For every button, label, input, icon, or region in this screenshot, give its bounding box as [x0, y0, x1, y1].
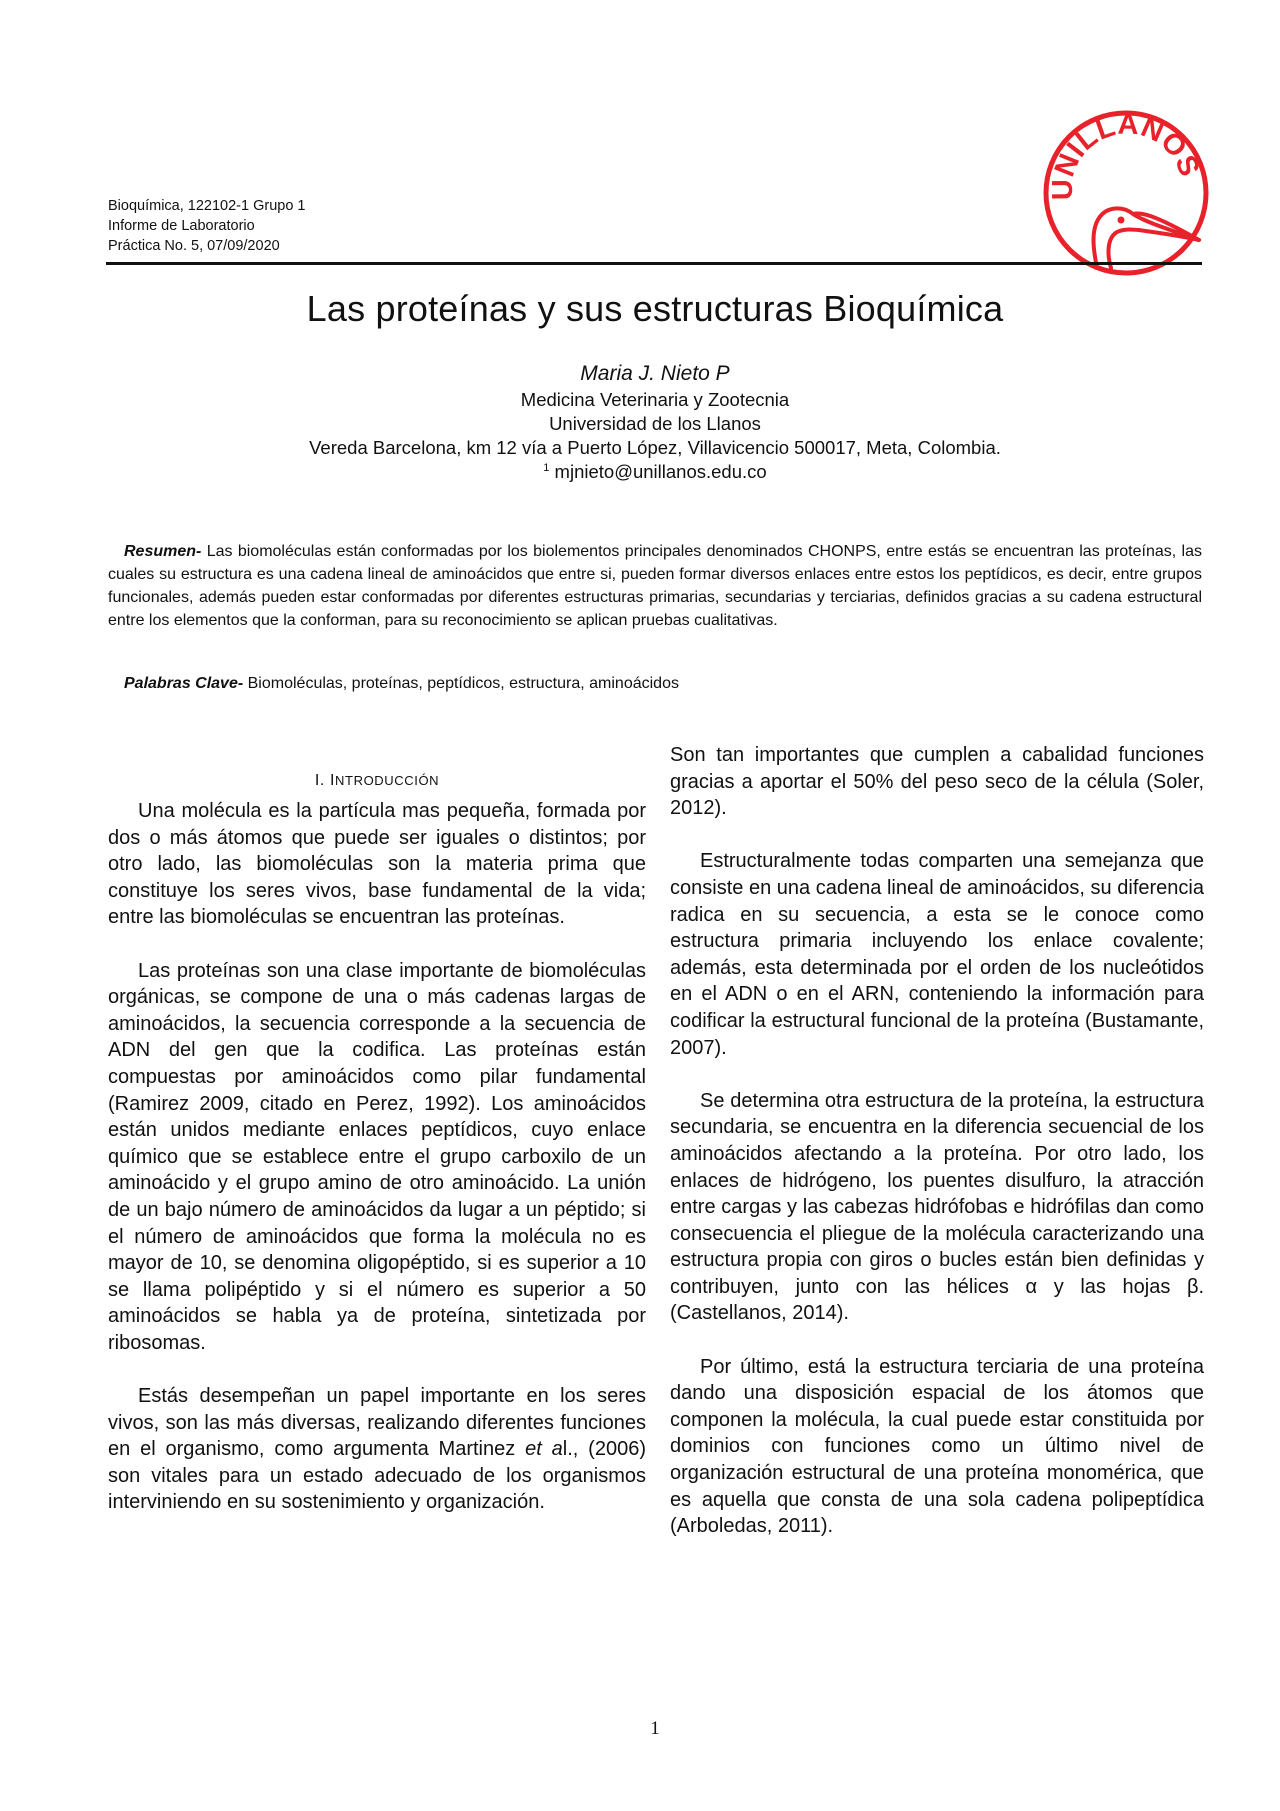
logo-text: UNILLANOS: [1046, 108, 1206, 201]
keywords-text: Biomoléculas, proteínas, peptídicos, estructura, aminoácidos: [243, 675, 679, 692]
svg-text:UNILLANOS: [1047, 109, 1206, 201]
section-rest: NTRODUCCIÓN: [335, 773, 440, 788]
heron-logo-icon: [1041, 108, 1211, 278]
page-number: 1: [650, 1718, 660, 1739]
paragraph-molecule: Una molécula es la partícula mas pequeña, formada por dos o más átomos que puede ser iguales o distintos; por otro lado, las biomoléculas son la materia prima que constituye los seres vivos, base fundamental de la vida; entre las biomoléculas se encuentran las proteínas.: [108, 800, 646, 929]
left-column: [108, 748, 646, 1543]
keywords: [124, 672, 679, 695]
paragraph-secondary-structure: Se determina otra estructura de la proteína, la estructura secundaria, se encuentra en la diferencia secuencial de los aminoácidos afectando a la proteína. Por otro lado, los enlaces de hidrógeno, los puentes disulfuro, la atracción entre cargas y las cabezas hidrófobas e hidrófilas dan como consecuencia el pliegue de la molécula caracterizando una estructura propia con giros o bucles están bien definidas y contribuyen, junto con las hélices α y las hojas β. (Castellanos, 2014).: [670, 1089, 1204, 1325]
running-header: [108, 196, 306, 256]
author-email[interactable]: mjnieto@unillanos.edu.co: [549, 461, 767, 482]
paragraph-primary-structure: Estructuralmente todas comparten una semejanza que consiste en una cadena lineal de aminoácidos, su diferencia radica en su secuencia, a esta se le conoce como estructura primaria incluyendo los enlace covalente; además, esta determinada por el orden de los nucleótidos en el ADN o en el ARN, conteniendo la información para codificar la estructural funcional de la proteína (Bustamante, 2007).: [670, 850, 1204, 1059]
abstract: [108, 540, 1202, 632]
right-column: [670, 742, 1204, 1566]
author-address: Vereda Barcelona, km 12 vía a Puerto López, Villavicencio 500017, Meta, Colombia.: [309, 437, 1001, 458]
author-university: Universidad de los Llanos: [549, 413, 761, 434]
paper-title: Las proteínas y sus estructuras Bioquímica: [306, 288, 1004, 329]
paragraph-functions-a: Estás desempeñan un papel importante en los seres vivos, son las más diversas, realizando diferentes funciones en el organismo, como argumenta Martinez: [108, 1385, 646, 1461]
paragraph-proteins: Las proteínas son una clase importante de biomoléculas orgánicas, se compone de una o más cadenas largas de aminoácidos, la secuencia corresponde a la secuencia de ADN del gen que la codifica. Las proteínas están compuestas por aminoácidos como pilar fundamental (Ramirez 2009, citado en Perez, 1992). Los aminoácidos están unidos mediante enlaces peptídicos, cuyo enlace químico que se establece entre el grupo carboxilo de un aminoácido y el grupo amino de otro aminoácido. La unión de un bajo número de aminoácidos da lugar a un péptido; si el número de aminoácidos que forma la molécula no es mayor de 10, se denomina oligopéptido, si es superior a 10 se llama polipéptido y si el número es superior a 50 aminoácidos se habla ya de proteína, sintetizada por ribosomas.: [108, 959, 646, 1354]
header-report-type: Informe de Laboratorio: [108, 218, 255, 234]
author-email-line: [0, 460, 1280, 484]
keywords-label: Palabras Clave-: [124, 675, 244, 692]
section-first-letter: I: [330, 772, 336, 789]
email-footnote-marker: 1: [543, 461, 550, 474]
paragraph-tertiary-structure: Por último, está la estructura terciaria de una proteína dando una disposición espacial de los átomos que componen la molécula, la cual puede estar constituida por dominios con funciones como un último nivel de organización estructural de una proteína monomérica, que es aquella que consta de una sola cadena polipeptídica (Arboledas, 2011).: [670, 1355, 1204, 1538]
paragraph-importance: Son tan importantes que cumplen a cabalidad funciones gracias a aportar el 50% del peso seco de la célula (Soler, 2012).: [670, 744, 1204, 820]
abstract-label: Resumen-: [124, 543, 202, 560]
author-name: Maria J. Nieto P: [580, 362, 730, 385]
author-program: Medicina Veterinaria y Zootecnia: [520, 389, 790, 410]
header-rule: [106, 262, 1202, 265]
paragraph-functions-b: l., (2006) son vitales para un estado adecuado de los organismos interviniendo en su sostenimiento y organización.: [108, 1438, 646, 1514]
author-block: [0, 360, 1280, 484]
section-numeral: I.: [314, 772, 325, 789]
et-al: et a: [525, 1438, 563, 1461]
section-heading: [108, 770, 646, 792]
paragraph-functions: [108, 1383, 646, 1516]
header-practice: Práctica No. 5, 07/09/2020: [108, 238, 280, 254]
header-course: Bioquímica, 122102-1 Grupo 1: [108, 198, 306, 214]
abstract-text: Las biomoléculas están conformadas por los biolementos principales denominados CHONPS, entre estás se encuentran las proteínas, las cuales su estructura es una cadena lineal de aminoácidos que entre si, pueden formar diversos enlaces entre estos los peptídicos, es decir, entre grupos funcionales, además pueden estar conformadas por diferentes estructuras primarias, secundarias y terciarias, definidos gracias a su cadena estructural entre los elementos que la conforman, para su reconocimiento se aplican pruebas cualitativas.: [108, 543, 1202, 629]
